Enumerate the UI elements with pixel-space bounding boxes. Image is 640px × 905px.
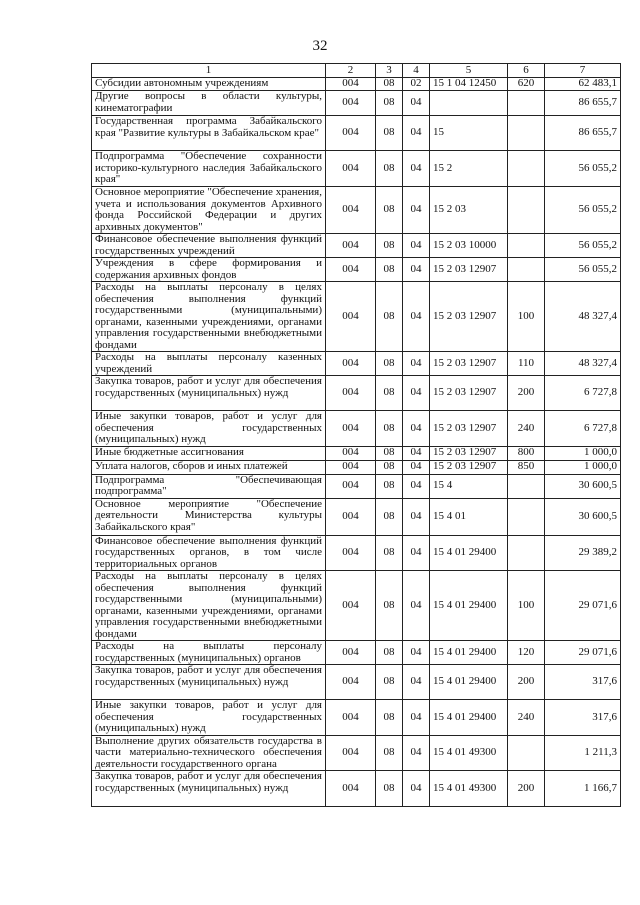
section-code-cell: 08 <box>376 474 403 498</box>
table-row <box>92 411 621 447</box>
expense-name-cell: Финансовое обеспечение выполнения функций государственных учреждений <box>92 234 326 258</box>
amount-cell: 6 727,8 <box>545 376 621 411</box>
section-code-cell: 08 <box>376 282 403 352</box>
ministry-code-cell: 004 <box>326 282 376 352</box>
subsection-code-cell: 04 <box>403 474 430 498</box>
subsection-code-cell: 04 <box>403 411 430 447</box>
expense-type-cell: 120 <box>508 641 545 665</box>
amount-cell: 6 727,8 <box>545 411 621 447</box>
ministry-code-cell: 004 <box>326 700 376 736</box>
target-article-cell: 15 2 03 12907 <box>430 446 508 460</box>
amount-cell: 48 327,4 <box>545 352 621 376</box>
subsection-code-cell: 04 <box>403 258 430 282</box>
target-article-cell: 15 4 01 <box>430 498 508 535</box>
ministry-code-cell: 004 <box>326 446 376 460</box>
header-cell: 6 <box>508 64 545 78</box>
page-number: 32 <box>312 38 328 54</box>
table-row <box>92 474 621 498</box>
header-cell: 4 <box>403 64 430 78</box>
ministry-code-cell: 004 <box>326 571 376 641</box>
section-code-cell: 08 <box>376 446 403 460</box>
expense-type-cell: 240 <box>508 411 545 447</box>
ministry-code-cell: 004 <box>326 376 376 411</box>
amount-cell: 29 071,6 <box>545 641 621 665</box>
section-code-cell: 08 <box>376 535 403 571</box>
subsection-code-cell: 04 <box>403 735 430 771</box>
expense-name-cell: Закупка товаров, работ и услуг для обеспечения государственных (муниципальных) нужд <box>92 771 326 807</box>
expense-name-cell: Учреждения в сфере формирования и содержания архивных фондов <box>92 258 326 282</box>
section-code-cell: 08 <box>376 700 403 736</box>
ministry-code-cell: 004 <box>326 460 376 474</box>
ministry-code-cell: 004 <box>326 771 376 807</box>
subsection-code-cell: 04 <box>403 641 430 665</box>
expense-type-cell <box>508 116 545 151</box>
table-row <box>92 460 621 474</box>
subsection-code-cell: 04 <box>403 771 430 807</box>
amount-cell: 30 600,5 <box>545 474 621 498</box>
subsection-code-cell: 04 <box>403 116 430 151</box>
expense-name-cell: Подпрограмма "Обеспечивающая подпрограмма" <box>92 474 326 498</box>
subsection-code-cell: 04 <box>403 376 430 411</box>
expense-type-cell: 100 <box>508 571 545 641</box>
subsection-code-cell: 04 <box>403 91 430 116</box>
subsection-code-cell: 04 <box>403 187 430 234</box>
expense-name-cell: Основное мероприятие "Обеспечение хранения, учета и использования документов Архивного фонда Российской Федерации и других архивных документов" <box>92 187 326 234</box>
table-row <box>92 735 621 771</box>
section-code-cell: 08 <box>376 460 403 474</box>
section-code-cell: 08 <box>376 187 403 234</box>
expense-name-cell: Субсидии автономным учреждениям <box>92 78 326 91</box>
table-row <box>92 771 621 807</box>
expense-name-cell: Расходы на выплаты персоналу в целях обеспечения выполнения функций государственными (муниципальными) органами, казенными учреждениями, органами управления государственными внебюджетными фондами <box>92 571 326 641</box>
table-row <box>92 258 621 282</box>
ministry-code-cell: 004 <box>326 78 376 91</box>
amount-cell: 86 655,7 <box>545 91 621 116</box>
target-article-cell <box>430 91 508 116</box>
section-code-cell: 08 <box>376 411 403 447</box>
subsection-code-cell: 04 <box>403 446 430 460</box>
expense-type-cell: 110 <box>508 352 545 376</box>
section-code-cell: 08 <box>376 234 403 258</box>
target-article-cell: 15 4 01 29400 <box>430 700 508 736</box>
subsection-code-cell: 04 <box>403 151 430 187</box>
expense-name-cell: Расходы на выплаты персоналу казенных учреждений <box>92 352 326 376</box>
table-row <box>92 641 621 665</box>
table-row <box>92 282 621 352</box>
amount-cell: 62 483,1 <box>545 78 621 91</box>
target-article-cell: 15 2 03 12907 <box>430 258 508 282</box>
section-code-cell: 08 <box>376 771 403 807</box>
section-code-cell: 08 <box>376 641 403 665</box>
target-article-cell: 15 2 03 12907 <box>430 376 508 411</box>
target-article-cell: 15 4 <box>430 474 508 498</box>
ministry-code-cell: 004 <box>326 258 376 282</box>
target-article-cell: 15 4 01 29400 <box>430 535 508 571</box>
section-code-cell: 08 <box>376 498 403 535</box>
expense-type-cell: 850 <box>508 460 545 474</box>
target-article-cell: 15 2 03 12907 <box>430 411 508 447</box>
amount-cell: 48 327,4 <box>545 282 621 352</box>
amount-cell: 1 166,7 <box>545 771 621 807</box>
target-article-cell: 15 2 <box>430 151 508 187</box>
ministry-code-cell: 004 <box>326 735 376 771</box>
table-row <box>92 535 621 571</box>
ministry-code-cell: 004 <box>326 641 376 665</box>
subsection-code-cell: 04 <box>403 234 430 258</box>
section-code-cell: 08 <box>376 352 403 376</box>
amount-cell: 30 600,5 <box>545 498 621 535</box>
target-article-cell: 15 <box>430 116 508 151</box>
header-cell: 1 <box>92 64 326 78</box>
section-code-cell: 08 <box>376 376 403 411</box>
budget-table <box>91 63 621 807</box>
section-code-cell: 08 <box>376 78 403 91</box>
target-article-cell: 15 2 03 12907 <box>430 460 508 474</box>
expense-type-cell <box>508 151 545 187</box>
expense-name-cell: Расходы на выплаты персоналу государственных (муниципальных) органов <box>92 641 326 665</box>
expense-name-cell: Подпрограмма "Обеспечение сохранности историко-культурного наследия Забайкальского края" <box>92 151 326 187</box>
expense-name-cell: Закупка товаров, работ и услуг для обеспечения государственных (муниципальных) нужд <box>92 376 326 411</box>
target-article-cell: 15 4 01 29400 <box>430 641 508 665</box>
expense-name-cell: Финансовое обеспечение выполнения функций государственных органов, в том числе территориальных органов <box>92 535 326 571</box>
table-row <box>92 187 621 234</box>
subsection-code-cell: 02 <box>403 78 430 91</box>
amount-cell: 86 655,7 <box>545 116 621 151</box>
target-article-cell: 15 2 03 12907 <box>430 282 508 352</box>
amount-cell: 56 055,2 <box>545 234 621 258</box>
section-code-cell: 08 <box>376 571 403 641</box>
amount-cell: 29 389,2 <box>545 535 621 571</box>
table-header-row <box>92 64 621 78</box>
expense-type-cell <box>508 498 545 535</box>
amount-cell: 56 055,2 <box>545 187 621 234</box>
section-code-cell: 08 <box>376 735 403 771</box>
expense-name-cell: Другие вопросы в области культуры, кинематографии <box>92 91 326 116</box>
expense-name-cell: Государственная программа Забайкальского края "Развитие культуры в Забайкальском крае" <box>92 116 326 151</box>
target-article-cell: 15 4 01 29400 <box>430 571 508 641</box>
subsection-code-cell: 04 <box>403 571 430 641</box>
ministry-code-cell: 004 <box>326 151 376 187</box>
expense-type-cell: 800 <box>508 446 545 460</box>
header-cell: 7 <box>545 64 621 78</box>
expense-type-cell: 200 <box>508 665 545 700</box>
target-article-cell: 15 2 03 10000 <box>430 234 508 258</box>
expense-name-cell: Выполнение других обязательств государства в части материально-технического обеспечения деятельности государственного органа <box>92 735 326 771</box>
subsection-code-cell: 04 <box>403 460 430 474</box>
target-article-cell: 15 4 01 29400 <box>430 665 508 700</box>
ministry-code-cell: 004 <box>326 665 376 700</box>
ministry-code-cell: 004 <box>326 411 376 447</box>
table-row <box>92 665 621 700</box>
amount-cell: 1 000,0 <box>545 460 621 474</box>
expense-type-cell <box>508 234 545 258</box>
expense-type-cell <box>508 258 545 282</box>
amount-cell: 1 000,0 <box>545 446 621 460</box>
section-code-cell: 08 <box>376 116 403 151</box>
expense-type-cell <box>508 474 545 498</box>
table-row <box>92 151 621 187</box>
expense-name-cell: Расходы на выплаты персоналу в целях обеспечения выполнения функций государственными (муниципальными) органами, казенными учреждениями, органами управления государственными внебюджетными фондами <box>92 282 326 352</box>
subsection-code-cell: 04 <box>403 498 430 535</box>
table-row <box>92 700 621 736</box>
expense-type-cell <box>508 187 545 234</box>
section-code-cell: 08 <box>376 151 403 187</box>
subsection-code-cell: 04 <box>403 352 430 376</box>
ministry-code-cell: 004 <box>326 187 376 234</box>
subsection-code-cell: 04 <box>403 535 430 571</box>
expense-type-cell <box>508 91 545 116</box>
table-row <box>92 78 621 91</box>
expense-type-cell <box>508 535 545 571</box>
subsection-code-cell: 04 <box>403 665 430 700</box>
expense-name-cell: Иные бюджетные ассигнования <box>92 446 326 460</box>
ministry-code-cell: 004 <box>326 474 376 498</box>
subsection-code-cell: 04 <box>403 282 430 352</box>
expense-type-cell: 620 <box>508 78 545 91</box>
target-article-cell: 15 4 01 49300 <box>430 771 508 807</box>
expense-type-cell: 200 <box>508 771 545 807</box>
amount-cell: 56 055,2 <box>545 258 621 282</box>
ministry-code-cell: 004 <box>326 116 376 151</box>
header-cell: 3 <box>376 64 403 78</box>
table-row <box>92 446 621 460</box>
table-row <box>92 352 621 376</box>
expense-type-cell: 200 <box>508 376 545 411</box>
expense-name-cell: Закупка товаров, работ и услуг для обеспечения государственных (муниципальных) нужд <box>92 665 326 700</box>
expense-name-cell: Уплата налогов, сборов и иных платежей <box>92 460 326 474</box>
header-cell: 5 <box>430 64 508 78</box>
table-row <box>92 376 621 411</box>
ministry-code-cell: 004 <box>326 234 376 258</box>
expense-name-cell: Основное мероприятие "Обеспечение деятельности Министерства культуры Забайкальского края" <box>92 498 326 535</box>
ministry-code-cell: 004 <box>326 535 376 571</box>
amount-cell: 317,6 <box>545 665 621 700</box>
target-article-cell: 15 4 01 49300 <box>430 735 508 771</box>
target-article-cell: 15 2 03 12907 <box>430 352 508 376</box>
ministry-code-cell: 004 <box>326 352 376 376</box>
section-code-cell: 08 <box>376 91 403 116</box>
expense-type-cell: 240 <box>508 700 545 736</box>
expense-type-cell <box>508 735 545 771</box>
expense-name-cell: Иные закупки товаров, работ и услуг для обеспечения государственных (муниципальных) нужд <box>92 411 326 447</box>
table-row <box>92 234 621 258</box>
section-code-cell: 08 <box>376 258 403 282</box>
amount-cell: 317,6 <box>545 700 621 736</box>
table-row <box>92 116 621 151</box>
ministry-code-cell: 004 <box>326 91 376 116</box>
amount-cell: 56 055,2 <box>545 151 621 187</box>
table-row <box>92 571 621 641</box>
section-code-cell: 08 <box>376 665 403 700</box>
amount-cell: 29 071,6 <box>545 571 621 641</box>
table-row <box>92 498 621 535</box>
amount-cell: 1 211,3 <box>545 735 621 771</box>
ministry-code-cell: 004 <box>326 498 376 535</box>
target-article-cell: 15 1 04 12450 <box>430 78 508 91</box>
expense-type-cell: 100 <box>508 282 545 352</box>
target-article-cell: 15 2 03 <box>430 187 508 234</box>
header-cell: 2 <box>326 64 376 78</box>
table-row <box>92 91 621 116</box>
subsection-code-cell: 04 <box>403 700 430 736</box>
expense-name-cell: Иные закупки товаров, работ и услуг для обеспечения государственных (муниципальных) нужд <box>92 700 326 736</box>
